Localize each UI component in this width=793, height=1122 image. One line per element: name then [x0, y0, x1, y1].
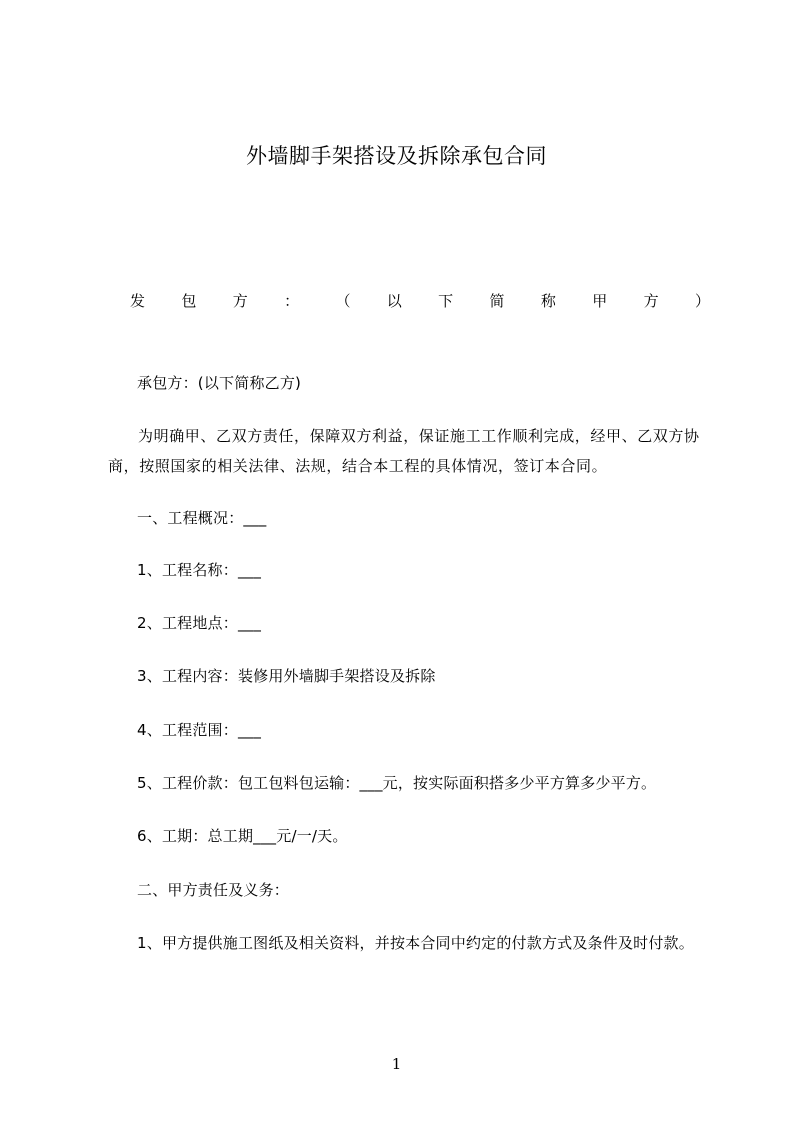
contractor-line: 承包方：(以下简称乙方): [137, 374, 302, 392]
item-project-location: 2、工程地点：___: [137, 614, 262, 632]
issuer-line: [130, 290, 710, 311]
intro-paragraph: 为明确甲、乙双方责任，保障双方利益，保证施工工作顺利完成，经甲、乙双方协商，按照国家的相关法律、法规，结合本工程的具体情况，签订本合同。: [108, 427, 700, 475]
page-number: 1: [391, 1055, 402, 1073]
section-2-title: 二、甲方责任及义务：: [137, 881, 290, 899]
issuer-char: （: [335, 292, 351, 310]
issuer-char: 方: [643, 292, 659, 310]
section-1-title: 一、工程概况：___: [137, 509, 267, 527]
issuer-char: 甲: [592, 292, 608, 310]
issuer-char: 方: [232, 292, 248, 310]
item-project-content: 3、工程内容：装修用外墙脚手架搭设及拆除: [137, 667, 436, 685]
item-project-duration: 6、工期：总工期___元/一/天。: [137, 827, 348, 845]
issuer-char: ：: [284, 292, 300, 310]
issuer-char: 称: [540, 292, 556, 310]
issuer-char: 简: [489, 292, 505, 310]
issuer-char: ）: [694, 292, 710, 310]
document-title: 外墙脚手架搭设及拆除承包合同: [246, 144, 547, 168]
issuer-char: 发: [130, 292, 146, 310]
item-project-scope: 4、工程范围：___: [137, 721, 262, 739]
issuer-char: 下: [438, 292, 454, 310]
item-project-name: 1、工程名称：___: [137, 561, 262, 579]
issuer-char: 包: [181, 292, 197, 310]
section-2-item-1: 1、甲方提供施工图纸及相关资料，并按本合同中约定的付款方式及条件及时付款。: [137, 934, 694, 952]
item-project-price: 5、工程价款：包工包料包运输：___元，按实际面积搭多少平方算多少平方。: [137, 774, 657, 792]
issuer-char: 以: [386, 292, 402, 310]
